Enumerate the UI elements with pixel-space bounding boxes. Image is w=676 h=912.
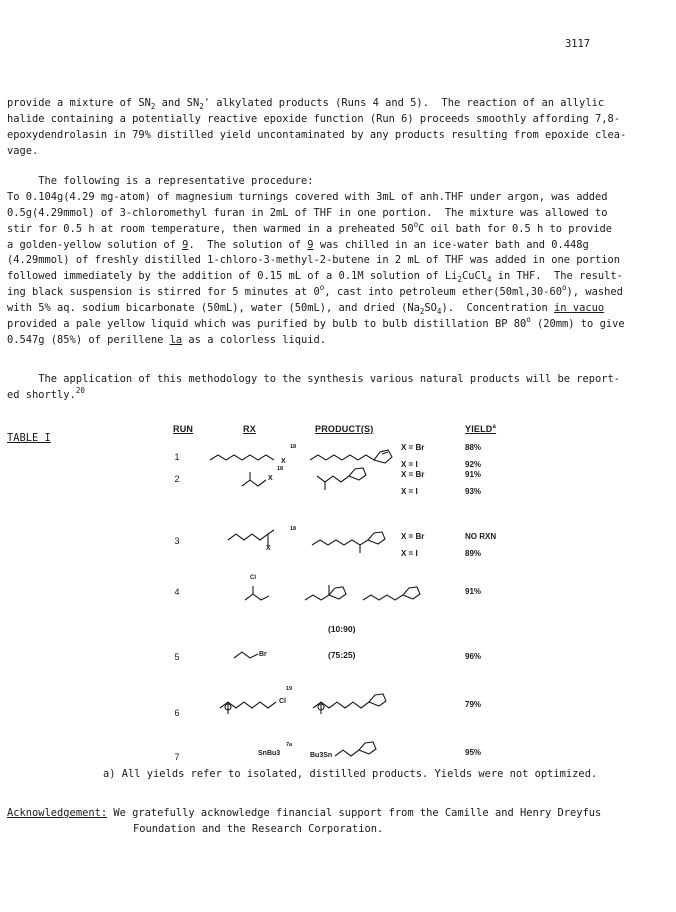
yield-3a: NO RXN <box>465 532 497 541</box>
table-footnote: a) All yields refer to isolated, distilled products. Yields were not optimized. <box>103 768 598 780</box>
subscript: 2 <box>419 307 425 317</box>
acknowledgement-text-2: Foundation and the Research Corporation. <box>133 822 384 835</box>
text-run: The following is a representative procedure: <box>7 175 314 187</box>
text-run: provided a pale yellow liquid which was purified by bulb to bulb distillation BP 80 <box>7 318 527 331</box>
reagent-halide-label-run-4: Cl <box>250 575 256 581</box>
text-line <box>7 206 657 222</box>
reagent-ref-run-3: 18 <box>290 526 297 532</box>
reagent-ref-run-7: 7a <box>286 742 293 748</box>
ratio-run-5: (75:25) <box>328 650 356 660</box>
text-run: The application of this methodology to the synthesis various natural products will be report- <box>7 373 621 385</box>
ratio-run-4: (10:90) <box>328 624 356 634</box>
text-line <box>7 285 657 301</box>
text-run: CuCl <box>461 270 487 283</box>
text-run: epoxydendrolasin in 79% distilled yield uncontaminated by any products resulting from epoxide clea- <box>7 128 627 141</box>
text-run: , cast into petroleum ether(50ml,30-60 <box>324 286 563 299</box>
subscript: 4 <box>486 275 492 285</box>
text-run: and SN <box>155 97 200 109</box>
reagent-structure-run-6 <box>220 690 290 720</box>
text-run: C oil bath for 0.5 h to provide <box>418 222 613 235</box>
underlined-text: 9 <box>307 238 314 251</box>
product-structure-run-7 <box>335 740 395 765</box>
header-yield-note: a <box>492 424 497 430</box>
text-line <box>7 219 657 238</box>
yield-4: 91% <box>465 587 482 596</box>
superscript: o <box>562 283 567 293</box>
reagent-ref-run-6: 19 <box>286 686 293 692</box>
subscript: 2 <box>150 102 156 111</box>
text-run: ed shortly. <box>7 388 76 401</box>
yield-1b: 92% <box>465 460 482 469</box>
yield-1a: 88% <box>465 443 482 452</box>
condition-2a: X = Br <box>401 470 425 479</box>
text-run: 0.547g (85%) of perillene <box>7 333 170 346</box>
table-label: TABLE I <box>7 432 51 444</box>
reagent-structure-run-3 <box>228 528 288 558</box>
text-run: 0.5g(4.29mmol) of 3-chloromethyl furan in 2mL of THF in one portion. The mixture was allowed to <box>7 206 608 219</box>
underlined-text: in vacuo <box>554 302 605 315</box>
text-run: ing black suspension is stirred for 5 minutes at 0 <box>7 286 320 299</box>
product-structure-run-6 <box>313 688 413 720</box>
text-run: . The solution of <box>188 238 308 251</box>
header-rx: RX <box>243 424 256 434</box>
text-line <box>7 144 657 160</box>
text-run: ), washed <box>566 286 623 299</box>
reagent-halide-label-run-2: X <box>268 475 273 482</box>
underlined-text: la <box>169 333 183 346</box>
text-run: was chilled in an ice-water bath and 0.448g <box>313 238 589 251</box>
text-line <box>7 190 657 206</box>
reagent-structure-run-4 <box>243 578 283 608</box>
text-line <box>7 128 657 144</box>
text-run: in THF. The result- <box>491 270 623 283</box>
condition-1a: X = Br <box>401 443 425 452</box>
text-run: ). Concentration <box>441 302 555 315</box>
run-number-1: 1 <box>174 452 180 462</box>
underlined-text: 9 <box>182 238 189 251</box>
acknowledgement-label: Acknowledgement: <box>7 807 108 819</box>
text-line <box>7 253 657 269</box>
text-run: as a colorless liquid. <box>182 333 327 346</box>
yield-2b: 93% <box>465 487 482 496</box>
run-number-4: 4 <box>174 587 180 597</box>
text-line <box>7 385 657 404</box>
text-line <box>7 174 657 190</box>
paragraph-conclusion <box>7 372 657 404</box>
yield-2a: 91% <box>465 470 482 479</box>
reagent-ref-run-2: 18 <box>277 466 284 472</box>
header-products: PRODUCT(S) <box>315 424 374 434</box>
reagent-label-run-7: SnBu3 <box>258 750 281 757</box>
product-structure-run-3 <box>312 530 412 560</box>
header-yield <box>465 424 496 434</box>
page-number: 3117 <box>565 38 591 50</box>
reagent-halide-label-run-5: Br <box>259 651 267 658</box>
text-run: ' alkylated products (Runs 4 and 5). The reaction of an allylic <box>203 97 605 109</box>
text-run: halide containing a potentially reactive epoxide function (Run 6) proceeds smoothly affording 7,8- <box>7 112 621 125</box>
acknowledgement <box>7 806 601 838</box>
text-run: (4.29mmol) of freshly distilled 1-chloro-3-methyl-2-butene in 2 mL of THF was added in one portion <box>7 254 621 267</box>
text-line <box>7 333 657 349</box>
product-structure-run-4 <box>305 575 445 610</box>
text-run: followed immediately by the addition of 0.15 mL of a 0.1M solution of Li <box>7 270 458 283</box>
superscript: o <box>319 283 325 293</box>
condition-3b: X = I <box>401 549 418 558</box>
header-run: RUN <box>173 424 194 434</box>
run-number-3: 3 <box>174 536 180 546</box>
text-run: stir for 0.5 h at room temperature, then warmed in a preheated 50 <box>7 222 414 235</box>
condition-1b: X = I <box>401 460 418 469</box>
reagent-ref-run-1: 18 <box>290 444 297 450</box>
paragraph-results <box>7 96 657 160</box>
subscript: 2 <box>199 102 204 111</box>
yield-3b: 89% <box>465 549 482 558</box>
text-line <box>7 269 657 285</box>
run-number-6: 6 <box>174 708 180 718</box>
text-line <box>7 317 657 333</box>
condition-2b: X = I <box>401 487 418 496</box>
run-number-2: 2 <box>174 474 180 484</box>
reagent-halide-label-run-3: X <box>266 545 271 552</box>
text-run: (20mm) to give <box>530 318 625 331</box>
text-run: vage. <box>7 144 39 157</box>
header-yield-text: YIELD <box>465 424 493 434</box>
text-run: SO <box>424 302 437 315</box>
text-line <box>7 96 657 112</box>
text-run: with 5% aq. sodium bicarbonate (50mL), water (50mL), and dried (Na <box>7 302 420 315</box>
yield-6: 79% <box>465 700 482 709</box>
subscript: 2 <box>457 275 462 285</box>
text-line <box>7 372 657 388</box>
text-line <box>7 301 657 317</box>
run-number-5: 5 <box>174 652 180 662</box>
text-run: provide a mixture of SN <box>7 97 151 109</box>
yield-7: 95% <box>465 748 482 757</box>
reagent-halide-label-run-6: Cl <box>279 698 286 705</box>
superscript: 20 <box>75 385 85 395</box>
condition-3a: X = Br <box>401 532 425 541</box>
acknowledgement-text-1: We gratefully acknowledge financial support from the Camille and Henry Dreyfus <box>107 807 602 819</box>
text-run: a golden-yellow solution of <box>7 238 183 251</box>
paragraph-procedure <box>7 174 657 349</box>
text-run: To 0.104g(4.29 mg-atom) of magnesium turnings covered with 3mL of anh.THF under argon, was added <box>7 190 608 203</box>
reagent-structure-run-2 <box>240 470 280 495</box>
reagent-halide-label-run-1: X <box>281 458 286 465</box>
yield-5: 96% <box>465 652 482 661</box>
text-line <box>7 112 657 128</box>
superscript: o <box>413 219 419 229</box>
product-structure-run-2 <box>315 466 375 496</box>
run-number-7: 7 <box>174 752 180 762</box>
superscript: o <box>526 315 531 325</box>
text-line <box>7 238 657 254</box>
subscript: 4 <box>436 307 442 317</box>
product-label-run-7: Bu3Sn <box>310 752 333 759</box>
